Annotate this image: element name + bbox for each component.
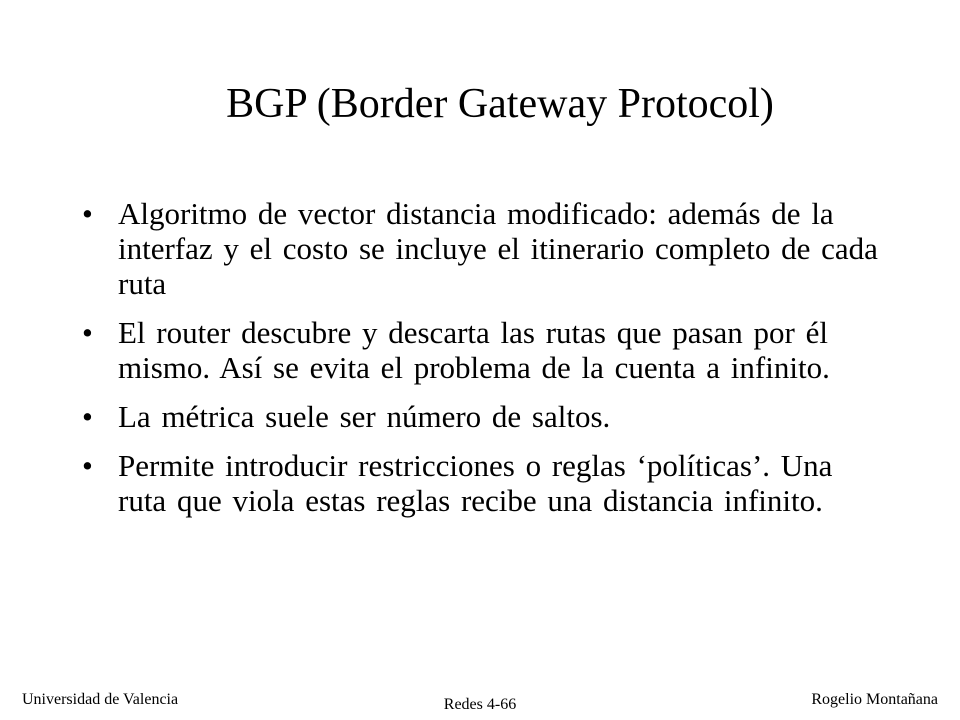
bullet-item [82, 448, 882, 518]
bullet-marker: • [82, 448, 93, 483]
bullet-marker: • [82, 315, 93, 350]
bullet-item [82, 315, 882, 385]
bullet-text: Algoritmo de vector distancia modificado: además de la interfaz y el costo se incluye el itinerario completo de cada ruta [118, 196, 878, 301]
slide-title: BGP (Border Gateway Protocol) [226, 81, 774, 127]
bullet-text: La métrica suele ser número de saltos. [118, 399, 611, 434]
footer-institution: Universidad de Valencia [22, 691, 179, 708]
bullet-text: El router descubre y descarta las rutas que pasan por él mismo. Así se evita el problema de la cuenta a infinito. [118, 315, 830, 385]
bullet-item [82, 196, 882, 301]
bullet-item [82, 399, 882, 434]
footer-page-number: Redes 4-66 [443, 696, 517, 713]
footer-author: Rogelio Montañana [811, 691, 938, 708]
bullet-text: Permite introducir restricciones o reglas ‘políticas’. Una ruta que viola estas reglas recibe una distancia infinito. [118, 448, 833, 518]
bullet-marker: • [82, 196, 93, 231]
bullet-list [82, 196, 882, 532]
bullet-marker: • [82, 399, 93, 434]
